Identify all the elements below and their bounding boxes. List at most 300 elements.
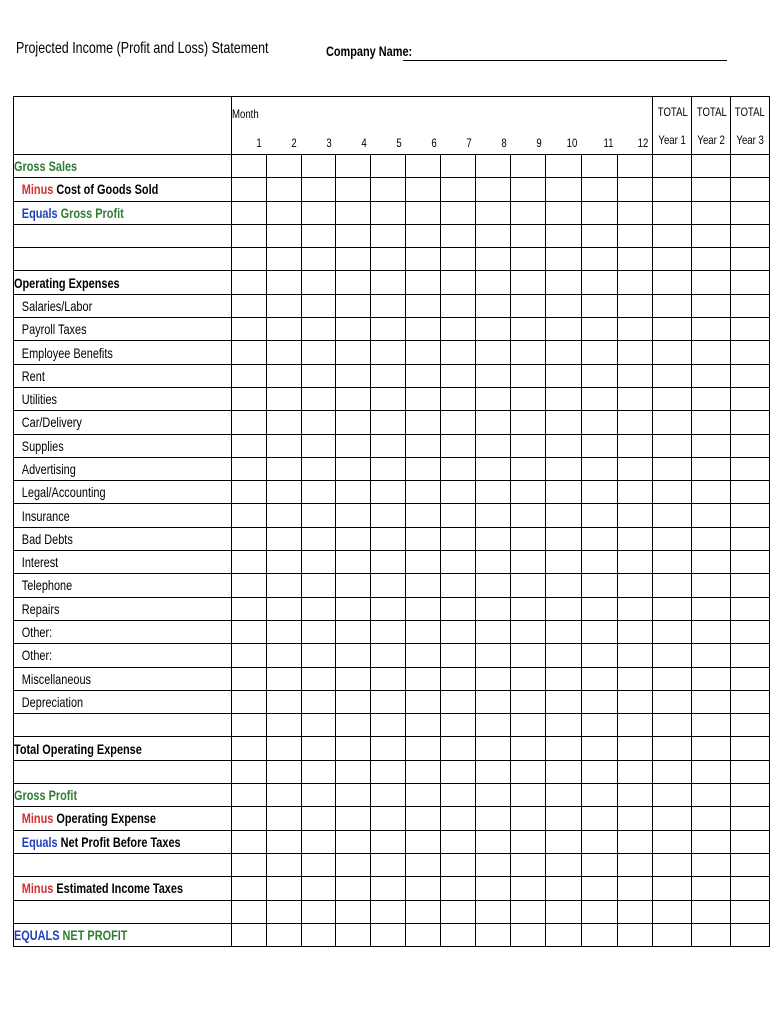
entry-cell[interactable] (581, 364, 617, 387)
entry-cell[interactable] (371, 318, 406, 341)
entry-cell[interactable] (653, 364, 692, 387)
entry-cell[interactable] (406, 597, 441, 620)
entry-cell[interactable] (617, 224, 653, 247)
entry-cell[interactable] (731, 527, 770, 550)
entry-cell[interactable] (406, 434, 441, 457)
entry-cell[interactable] (266, 853, 301, 876)
entry-cell[interactable] (545, 411, 581, 434)
entry-cell[interactable] (231, 737, 266, 760)
entry-cell[interactable] (731, 830, 770, 853)
entry-cell[interactable] (266, 551, 301, 574)
entry-cell[interactable] (617, 830, 653, 853)
entry-cell[interactable] (617, 900, 653, 923)
entry-cell[interactable] (476, 224, 511, 247)
entry-cell[interactable] (545, 714, 581, 737)
entry-cell[interactable] (371, 457, 406, 480)
entry-cell[interactable] (336, 900, 371, 923)
entry-cell[interactable] (581, 690, 617, 713)
entry-cell[interactable] (692, 877, 731, 900)
entry-cell[interactable] (511, 481, 546, 504)
entry-cell[interactable] (266, 644, 301, 667)
entry-cell[interactable] (441, 597, 476, 620)
entry-cell[interactable] (266, 597, 301, 620)
entry-cell[interactable] (731, 294, 770, 317)
entry-cell[interactable] (406, 807, 441, 830)
entry-cell[interactable] (301, 784, 336, 807)
entry-cell[interactable] (441, 784, 476, 807)
entry-cell[interactable] (266, 248, 301, 271)
entry-cell[interactable] (231, 411, 266, 434)
entry-cell[interactable] (476, 201, 511, 224)
entry-cell[interactable] (266, 411, 301, 434)
entry-cell[interactable] (581, 481, 617, 504)
entry-cell[interactable] (653, 551, 692, 574)
entry-cell[interactable] (441, 155, 476, 178)
entry-cell[interactable] (336, 294, 371, 317)
entry-cell[interactable] (511, 551, 546, 574)
entry-cell[interactable] (617, 178, 653, 201)
entry-cell[interactable] (301, 807, 336, 830)
entry-cell[interactable] (617, 387, 653, 410)
entry-cell[interactable] (545, 481, 581, 504)
entry-cell[interactable] (371, 830, 406, 853)
entry-cell[interactable] (231, 271, 266, 294)
entry-cell[interactable] (731, 784, 770, 807)
entry-cell[interactable] (692, 271, 731, 294)
entry-cell[interactable] (441, 294, 476, 317)
entry-cell[interactable] (617, 481, 653, 504)
entry-cell[interactable] (371, 551, 406, 574)
entry-cell[interactable] (301, 271, 336, 294)
entry-cell[interactable] (617, 341, 653, 364)
entry-cell[interactable] (336, 155, 371, 178)
entry-cell[interactable] (231, 597, 266, 620)
entry-cell[interactable] (511, 457, 546, 480)
entry-cell[interactable] (406, 527, 441, 550)
entry-cell[interactable] (406, 737, 441, 760)
entry-cell[interactable] (371, 294, 406, 317)
entry-cell[interactable] (581, 271, 617, 294)
entry-cell[interactable] (231, 294, 266, 317)
entry-cell[interactable] (441, 271, 476, 294)
entry-cell[interactable] (653, 248, 692, 271)
entry-cell[interactable] (231, 667, 266, 690)
entry-cell[interactable] (581, 248, 617, 271)
entry-cell[interactable] (441, 387, 476, 410)
entry-cell[interactable] (545, 457, 581, 480)
entry-cell[interactable] (336, 690, 371, 713)
entry-cell[interactable] (441, 411, 476, 434)
entry-cell[interactable] (731, 737, 770, 760)
entry-cell[interactable] (617, 411, 653, 434)
entry-cell[interactable] (336, 923, 371, 946)
entry-cell[interactable] (301, 760, 336, 783)
entry-cell[interactable] (371, 574, 406, 597)
entry-cell[interactable] (581, 341, 617, 364)
entry-cell[interactable] (617, 504, 653, 527)
entry-cell[interactable] (476, 760, 511, 783)
entry-cell[interactable] (406, 481, 441, 504)
entry-cell[interactable] (692, 457, 731, 480)
entry-cell[interactable] (336, 411, 371, 434)
entry-cell[interactable] (581, 923, 617, 946)
entry-cell[interactable] (581, 667, 617, 690)
entry-cell[interactable] (617, 434, 653, 457)
entry-cell[interactable] (476, 807, 511, 830)
entry-cell[interactable] (406, 551, 441, 574)
entry-cell[interactable] (653, 644, 692, 667)
entry-cell[interactable] (231, 504, 266, 527)
entry-cell[interactable] (476, 853, 511, 876)
entry-cell[interactable] (476, 387, 511, 410)
entry-cell[interactable] (692, 597, 731, 620)
entry-cell[interactable] (692, 551, 731, 574)
entry-cell[interactable] (266, 364, 301, 387)
entry-cell[interactable] (617, 877, 653, 900)
entry-cell[interactable] (371, 923, 406, 946)
entry-cell[interactable] (336, 527, 371, 550)
entry-cell[interactable] (545, 597, 581, 620)
entry-cell[interactable] (301, 644, 336, 667)
entry-cell[interactable] (371, 364, 406, 387)
entry-cell[interactable] (653, 224, 692, 247)
entry-cell[interactable] (511, 411, 546, 434)
entry-cell[interactable] (545, 737, 581, 760)
entry-cell[interactable] (301, 364, 336, 387)
entry-cell[interactable] (266, 457, 301, 480)
entry-cell[interactable] (301, 434, 336, 457)
entry-cell[interactable] (231, 807, 266, 830)
entry-cell[interactable] (476, 155, 511, 178)
entry-cell[interactable] (653, 830, 692, 853)
entry-cell[interactable] (617, 201, 653, 224)
entry-cell[interactable] (692, 737, 731, 760)
entry-cell[interactable] (406, 248, 441, 271)
entry-cell[interactable] (545, 364, 581, 387)
entry-cell[interactable] (406, 457, 441, 480)
entry-cell[interactable] (406, 760, 441, 783)
entry-cell[interactable] (266, 690, 301, 713)
entry-cell[interactable] (441, 178, 476, 201)
entry-cell[interactable] (545, 224, 581, 247)
entry-cell[interactable] (653, 294, 692, 317)
entry-cell[interactable] (231, 690, 266, 713)
entry-cell[interactable] (581, 224, 617, 247)
entry-cell[interactable] (301, 387, 336, 410)
entry-cell[interactable] (731, 923, 770, 946)
entry-cell[interactable] (441, 551, 476, 574)
entry-cell[interactable] (692, 760, 731, 783)
entry-cell[interactable] (371, 271, 406, 294)
entry-cell[interactable] (441, 690, 476, 713)
entry-cell[interactable] (692, 620, 731, 643)
entry-cell[interactable] (266, 178, 301, 201)
entry-cell[interactable] (581, 597, 617, 620)
entry-cell[interactable] (476, 271, 511, 294)
entry-cell[interactable] (406, 318, 441, 341)
entry-cell[interactable] (406, 877, 441, 900)
entry-cell[interactable] (406, 201, 441, 224)
entry-cell[interactable] (545, 155, 581, 178)
entry-cell[interactable] (476, 620, 511, 643)
entry-cell[interactable] (692, 318, 731, 341)
entry-cell[interactable] (371, 737, 406, 760)
entry-cell[interactable] (581, 434, 617, 457)
entry-cell[interactable] (653, 807, 692, 830)
entry-cell[interactable] (266, 737, 301, 760)
entry-cell[interactable] (231, 784, 266, 807)
entry-cell[interactable] (653, 318, 692, 341)
entry-cell[interactable] (266, 341, 301, 364)
entry-cell[interactable] (336, 784, 371, 807)
entry-cell[interactable] (371, 201, 406, 224)
entry-cell[interactable] (336, 574, 371, 597)
entry-cell[interactable] (231, 318, 266, 341)
entry-cell[interactable] (617, 737, 653, 760)
entry-cell[interactable] (476, 737, 511, 760)
entry-cell[interactable] (301, 155, 336, 178)
entry-cell[interactable] (371, 411, 406, 434)
entry-cell[interactable] (731, 224, 770, 247)
entry-cell[interactable] (476, 900, 511, 923)
entry-cell[interactable] (476, 714, 511, 737)
entry-cell[interactable] (545, 318, 581, 341)
entry-cell[interactable] (441, 900, 476, 923)
entry-cell[interactable] (371, 877, 406, 900)
entry-cell[interactable] (581, 411, 617, 434)
entry-cell[interactable] (617, 248, 653, 271)
entry-cell[interactable] (371, 597, 406, 620)
entry-cell[interactable] (511, 853, 546, 876)
entry-cell[interactable] (266, 900, 301, 923)
entry-cell[interactable] (653, 387, 692, 410)
entry-cell[interactable] (336, 434, 371, 457)
entry-cell[interactable] (371, 248, 406, 271)
entry-cell[interactable] (441, 527, 476, 550)
entry-cell[interactable] (266, 318, 301, 341)
entry-cell[interactable] (617, 527, 653, 550)
entry-cell[interactable] (371, 620, 406, 643)
entry-cell[interactable] (476, 830, 511, 853)
entry-cell[interactable] (617, 597, 653, 620)
entry-cell[interactable] (476, 597, 511, 620)
entry-cell[interactable] (441, 737, 476, 760)
entry-cell[interactable] (336, 504, 371, 527)
entry-cell[interactable] (511, 877, 546, 900)
entry-cell[interactable] (301, 714, 336, 737)
entry-cell[interactable] (581, 318, 617, 341)
entry-cell[interactable] (441, 457, 476, 480)
entry-cell[interactable] (511, 364, 546, 387)
entry-cell[interactable] (617, 784, 653, 807)
entry-cell[interactable] (231, 224, 266, 247)
entry-cell[interactable] (371, 224, 406, 247)
entry-cell[interactable] (301, 597, 336, 620)
entry-cell[interactable] (231, 923, 266, 946)
entry-cell[interactable] (545, 900, 581, 923)
entry-cell[interactable] (476, 248, 511, 271)
entry-cell[interactable] (511, 737, 546, 760)
entry-cell[interactable] (441, 620, 476, 643)
entry-cell[interactable] (731, 155, 770, 178)
entry-cell[interactable] (441, 760, 476, 783)
entry-cell[interactable] (581, 620, 617, 643)
entry-cell[interactable] (476, 877, 511, 900)
entry-cell[interactable] (692, 923, 731, 946)
entry-cell[interactable] (371, 714, 406, 737)
entry-cell[interactable] (581, 457, 617, 480)
entry-cell[interactable] (511, 644, 546, 667)
entry-cell[interactable] (653, 667, 692, 690)
entry-cell[interactable] (617, 853, 653, 876)
entry-cell[interactable] (301, 737, 336, 760)
entry-cell[interactable] (231, 457, 266, 480)
entry-cell[interactable] (476, 667, 511, 690)
entry-cell[interactable] (617, 318, 653, 341)
entry-cell[interactable] (581, 294, 617, 317)
entry-cell[interactable] (301, 178, 336, 201)
entry-cell[interactable] (731, 481, 770, 504)
entry-cell[interactable] (545, 620, 581, 643)
company-name-field[interactable] (403, 60, 727, 61)
entry-cell[interactable] (581, 387, 617, 410)
entry-cell[interactable] (731, 853, 770, 876)
entry-cell[interactable] (266, 294, 301, 317)
entry-cell[interactable] (731, 178, 770, 201)
entry-cell[interactable] (301, 341, 336, 364)
entry-cell[interactable] (511, 620, 546, 643)
entry-cell[interactable] (266, 271, 301, 294)
entry-cell[interactable] (653, 853, 692, 876)
entry-cell[interactable] (731, 714, 770, 737)
entry-cell[interactable] (653, 411, 692, 434)
entry-cell[interactable] (692, 434, 731, 457)
entry-cell[interactable] (692, 481, 731, 504)
entry-cell[interactable] (441, 877, 476, 900)
entry-cell[interactable] (406, 900, 441, 923)
entry-cell[interactable] (476, 364, 511, 387)
entry-cell[interactable] (231, 620, 266, 643)
entry-cell[interactable] (476, 411, 511, 434)
entry-cell[interactable] (653, 481, 692, 504)
entry-cell[interactable] (581, 784, 617, 807)
entry-cell[interactable] (266, 620, 301, 643)
entry-cell[interactable] (406, 830, 441, 853)
entry-cell[interactable] (692, 690, 731, 713)
entry-cell[interactable] (731, 457, 770, 480)
entry-cell[interactable] (301, 201, 336, 224)
entry-cell[interactable] (692, 178, 731, 201)
entry-cell[interactable] (231, 714, 266, 737)
entry-cell[interactable] (406, 923, 441, 946)
entry-cell[interactable] (545, 574, 581, 597)
entry-cell[interactable] (731, 760, 770, 783)
entry-cell[interactable] (406, 294, 441, 317)
entry-cell[interactable] (653, 201, 692, 224)
entry-cell[interactable] (692, 644, 731, 667)
entry-cell[interactable] (231, 201, 266, 224)
entry-cell[interactable] (653, 737, 692, 760)
entry-cell[interactable] (231, 387, 266, 410)
entry-cell[interactable] (406, 271, 441, 294)
entry-cell[interactable] (617, 574, 653, 597)
entry-cell[interactable] (371, 387, 406, 410)
entry-cell[interactable] (545, 667, 581, 690)
entry-cell[interactable] (476, 481, 511, 504)
entry-cell[interactable] (545, 830, 581, 853)
entry-cell[interactable] (692, 784, 731, 807)
entry-cell[interactable] (441, 248, 476, 271)
entry-cell[interactable] (336, 877, 371, 900)
entry-cell[interactable] (581, 201, 617, 224)
entry-cell[interactable] (441, 481, 476, 504)
entry-cell[interactable] (266, 504, 301, 527)
entry-cell[interactable] (371, 807, 406, 830)
entry-cell[interactable] (511, 434, 546, 457)
entry-cell[interactable] (545, 807, 581, 830)
entry-cell[interactable] (731, 620, 770, 643)
entry-cell[interactable] (336, 620, 371, 643)
entry-cell[interactable] (231, 644, 266, 667)
entry-cell[interactable] (336, 760, 371, 783)
entry-cell[interactable] (266, 923, 301, 946)
entry-cell[interactable] (301, 551, 336, 574)
entry-cell[interactable] (545, 387, 581, 410)
entry-cell[interactable] (511, 714, 546, 737)
entry-cell[interactable] (617, 620, 653, 643)
entry-cell[interactable] (336, 178, 371, 201)
entry-cell[interactable] (545, 784, 581, 807)
entry-cell[interactable] (653, 341, 692, 364)
entry-cell[interactable] (441, 574, 476, 597)
entry-cell[interactable] (266, 481, 301, 504)
entry-cell[interactable] (301, 620, 336, 643)
entry-cell[interactable] (371, 341, 406, 364)
entry-cell[interactable] (692, 900, 731, 923)
entry-cell[interactable] (692, 155, 731, 178)
entry-cell[interactable] (231, 830, 266, 853)
entry-cell[interactable] (511, 341, 546, 364)
entry-cell[interactable] (301, 830, 336, 853)
entry-cell[interactable] (441, 434, 476, 457)
entry-cell[interactable] (336, 830, 371, 853)
entry-cell[interactable] (692, 527, 731, 550)
entry-cell[interactable] (545, 551, 581, 574)
entry-cell[interactable] (581, 574, 617, 597)
entry-cell[interactable] (371, 760, 406, 783)
entry-cell[interactable] (406, 411, 441, 434)
entry-cell[interactable] (476, 434, 511, 457)
entry-cell[interactable] (692, 807, 731, 830)
entry-cell[interactable] (476, 318, 511, 341)
entry-cell[interactable] (653, 784, 692, 807)
entry-cell[interactable] (231, 364, 266, 387)
entry-cell[interactable] (301, 457, 336, 480)
entry-cell[interactable] (301, 574, 336, 597)
entry-cell[interactable] (692, 714, 731, 737)
entry-cell[interactable] (511, 574, 546, 597)
entry-cell[interactable] (692, 248, 731, 271)
entry-cell[interactable] (653, 923, 692, 946)
entry-cell[interactable] (692, 224, 731, 247)
entry-cell[interactable] (336, 737, 371, 760)
entry-cell[interactable] (511, 923, 546, 946)
entry-cell[interactable] (371, 644, 406, 667)
entry-cell[interactable] (545, 644, 581, 667)
entry-cell[interactable] (511, 248, 546, 271)
entry-cell[interactable] (441, 853, 476, 876)
entry-cell[interactable] (653, 178, 692, 201)
